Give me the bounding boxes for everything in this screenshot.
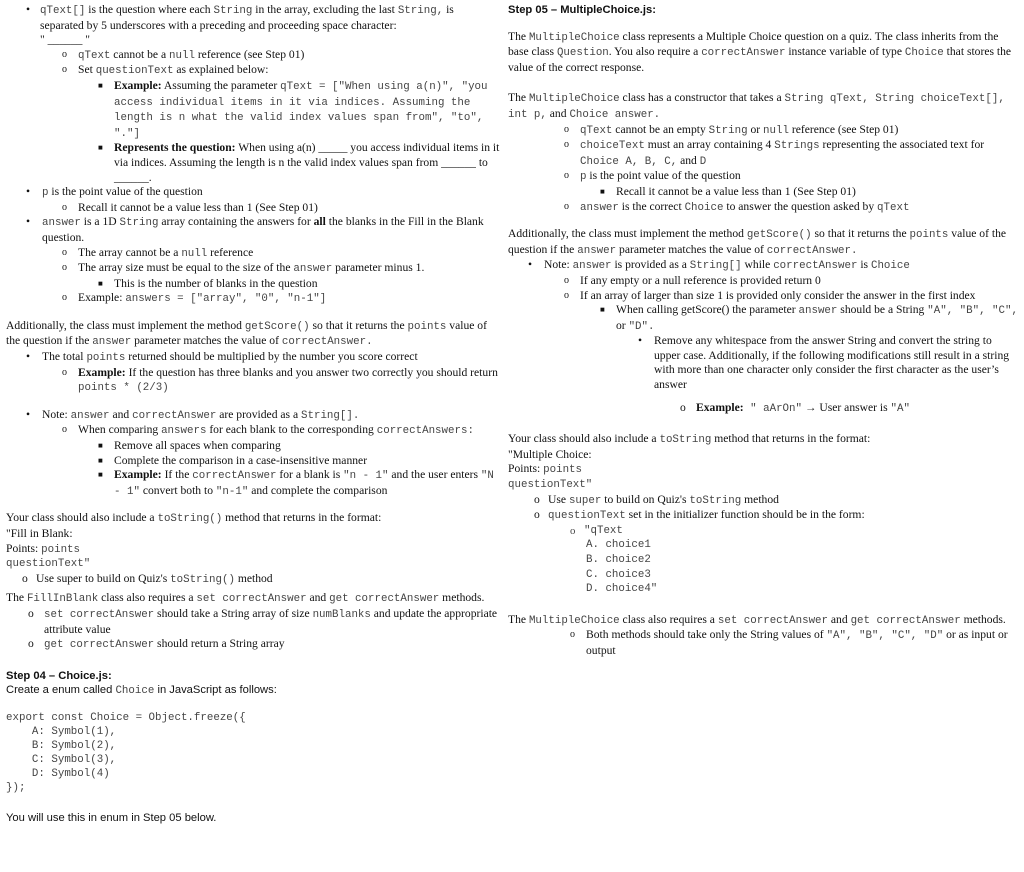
mc-answer-correct: o answer is the correct Choice to answer the question asked by qText — [564, 199, 910, 214]
remove-spaces: ■ Remove all spaces when comparing — [98, 439, 281, 453]
example-three-blanks: o Example: If the question has three blanks and you answer two correctly you should return points * (2/3) — [62, 365, 498, 395]
mc-choice-a: A. choice1 — [586, 539, 651, 552]
mc-when-calling: ■ When calling getScore() the parameter answer should be a String "A", "B", "C", or "D". — [600, 303, 1018, 333]
tostring-intro: Your class should also include a toString() method that returns in the format: — [6, 511, 382, 526]
mc-choice-text: o choiceText must an array containing 4 Strings representing the associated text for Choice A, B, C, and D — [564, 138, 985, 168]
format-line-2: Points: points — [6, 541, 81, 556]
set-correct-answer: o set correctAnswer should take a String array of size numBlanks and update the appropriate attribute value — [28, 606, 498, 636]
requires-methods: The FillInBlank class also requires a set correctAnswer and get correctAnswer methods. — [6, 591, 485, 606]
left-column — [6, 0, 500, 826]
mc-qtext-set: o questionText set in the initializer function should be in the form: — [534, 508, 865, 523]
underscore-line: " ______ " — [40, 33, 91, 47]
mc-additionally: Additionally, the class must implement the method getScore() so that it returns the points value of the question if the answer parameter matches the value of correctAnswer. — [508, 227, 1007, 257]
step05-heading: Step 05 – MultipleChoice.js: — [508, 4, 656, 16]
comparing-answers: o When comparing answers for each blank to the corresponding correctAnswers: — [62, 423, 474, 438]
right-column — [508, 0, 1018, 659]
p-point-bullet: • p is the point value of the question — [26, 185, 203, 200]
choice-enum-code: export const Choice = Object.freeze({ A: Symbol(1), B: Symbol(2), C: Symbol(3), D: Symbol(4) }); — [6, 711, 246, 794]
additionally-paragraph: Additionally, the class must implement the method getScore() so that it returns the points value of the question if the answer parameter matches the value of correctAnswer. — [6, 318, 487, 349]
mc-choice-d: D. choice4" — [586, 583, 658, 596]
mc-example-aaron: o Example: " aArOn" → User answer is "A" — [680, 400, 910, 415]
mc-p-point: o p is the point value of the question — [564, 169, 741, 184]
step04-intro: Create a enum called Choice in JavaScript as follows: — [6, 684, 277, 698]
represents-question: ■ Represents the question: When using a(n) _____ you access individual items in it via indices. Assuming the length is n the valid index values span from ______ to ______. — [98, 141, 500, 184]
qtext-bullet: • qText[] is the question where each String in the array, excluding the last String, is separated by 5 underscores with a preceding and proceeding space character: — [26, 3, 454, 32]
mc-choice-c: C. choice3 — [586, 568, 651, 581]
array-null: o The array cannot be a null reference — [62, 245, 254, 260]
mc-qtext-empty: o qText cannot be an empty String or null reference (see Step 01) — [564, 122, 899, 137]
mc-format-line-1: "Multiple Choice: — [508, 447, 592, 461]
qtext-null: o qText cannot be a null reference (see Step 01) — [62, 47, 305, 62]
mc-tostring-intro: Your class should also include a toString method that returns in the format: — [508, 432, 871, 447]
mc-both-methods: o Both methods should take only the String values of "A", "B", "C", "D" or as input or output — [570, 628, 1008, 657]
array-size: o The array size must be equal to the size of the answer parameter minus 1. — [62, 261, 425, 276]
example-answers: o Example: answers = ["array", "0", "n-1"] — [62, 291, 327, 306]
mc-remove-whitespace: • Remove any whitespace from the answer String and convert the string to upper case. Additionally, if the following modifications still result in a string with more than one character only consider the first character as the user’s answer — [638, 334, 1010, 392]
num-blanks: ■ This is the number of blanks in the question — [98, 276, 318, 290]
format-line-1: "Fill in Blank: — [6, 527, 73, 540]
answer-array-bullet: • answer is a 1D String array containing the answers for all the blanks in the Fill in the Blank question. — [26, 215, 484, 244]
example-n-minus-1: ■ Example: If the correctAnswer for a blank is "n - 1" and the user enters "N - 1" convert both to "n-1" and complete the comparison — [98, 468, 494, 498]
use-super: o Use super to build on Quiz's toString() method — [22, 571, 273, 586]
mc-form-qtext: o "qText — [570, 524, 623, 537]
you-will-use: You will use this in enum in Step 05 below. — [6, 811, 217, 824]
note-bullet: • Note: answer and correctAnswer are provided as a String[]. — [26, 407, 360, 422]
step04-heading: Step 04 – Choice.js: — [6, 669, 112, 682]
mc-format-line-3: questionText" — [508, 479, 593, 492]
example-qtext: ■ Example: Assuming the parameter qText = ["When using a(n)", "you access individual items in it via indices. Assuming the length is n what the valid index values span from", "to", "."] — [98, 78, 488, 140]
mc-recall: ■ Recall it cannot be a value less than 1 (See Step 01) — [600, 184, 856, 198]
format-line-3: questionText" — [6, 558, 91, 571]
mc-larger-array: o If an array of larger than size 1 is provided only consider the answer in the first index — [564, 288, 976, 302]
case-insensitive: ■ Complete the comparison in a case-insensitive manner — [98, 453, 368, 467]
get-correct-answer: o get correctAnswer should return a String array — [28, 637, 285, 652]
total-points: • The total points returned should be multiplied by the number you score correct — [26, 350, 418, 365]
set-qtext: o Set questionText as explained below: — [62, 63, 269, 78]
mc-requires-methods: The MultipleChoice class also requires a set correctAnswer and get correctAnswer methods. — [508, 612, 1006, 627]
mc-intro: The MultipleChoice class represents a Multiple Choice question on a quiz. The class inherits from the base class Question. You also require a correctAnswer instance variable of type Choice that stores the value of the correct response. — [508, 29, 1012, 74]
recall-note: o Recall it cannot be a value less than 1 (See Step 01) — [62, 200, 318, 214]
mc-format-line-2: Points: points — [508, 462, 583, 477]
mc-constructor: The MultipleChoice class has a constructor that takes a String qText, String choiceText[], int p, and Choice answer. — [508, 91, 1005, 121]
mc-empty-null: o If any empty or a null reference is provided return 0 — [564, 273, 821, 287]
mc-choice-b: B. choice2 — [586, 554, 651, 566]
mc-note: • Note: answer is provided as a String[] while correctAnswer is Choice — [528, 258, 910, 273]
mc-use-super: o Use super to build on Quiz's toString method — [534, 492, 779, 507]
